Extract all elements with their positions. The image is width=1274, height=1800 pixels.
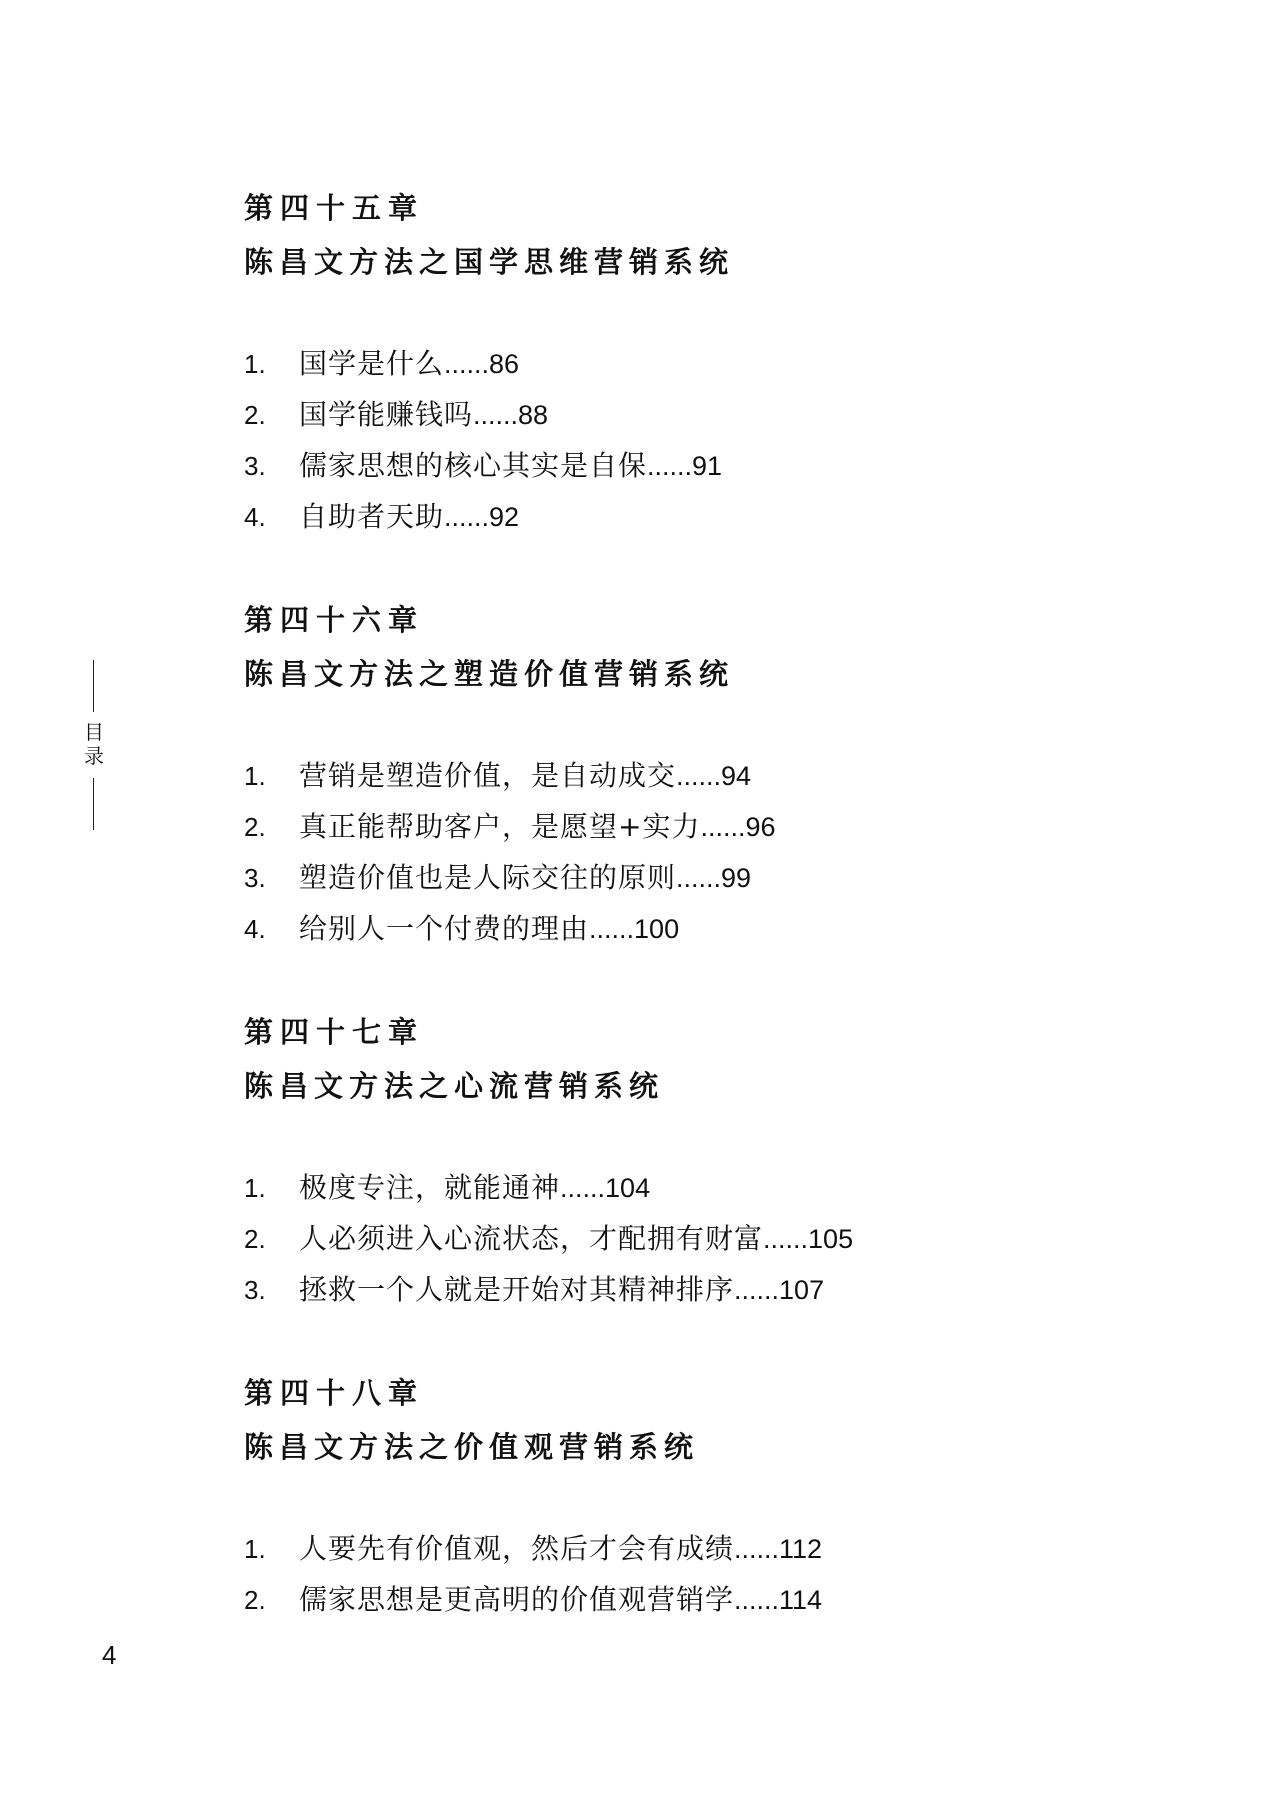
section-label: 目录 [84,720,104,768]
chapter-title: 陈昌文方法之塑造价值营销系统 [244,657,735,691]
entry-title: 营销是塑造价值，是自动成交 [299,759,677,792]
entry-page: 99 [721,863,752,893]
toc-list [244,342,1144,546]
toc-list [244,754,1144,958]
entry-title: 自助者天助 [299,500,445,533]
divider [93,660,94,712]
toc-list [244,1166,1144,1319]
entry-page: 104 [605,1173,651,1203]
chapter-title: 陈昌文方法之国学思维营销系统 [244,245,735,279]
entry-title: 儒家思想的核心其实是自保 [299,449,648,482]
toc-entry[interactable] [244,342,1144,393]
entry-leader: ...... [589,914,635,944]
entry-page: 86 [489,349,520,379]
entry-title: 人必须进入心流状态，才配拥有财富 [299,1222,764,1255]
chapter-number: 第四十六章 [244,603,425,637]
entry-number: 3. [244,863,266,893]
entry-leader: ...... [734,1585,780,1615]
chapter-section [244,1016,1144,1319]
entry-title: 塑造价值也是人际交往的原则 [299,861,677,894]
entry-number: 2. [244,400,266,430]
entry-number: 3. [244,451,266,481]
entry-title: 国学能赚钱吗 [299,398,474,431]
entry-number: 4. [244,502,266,532]
chapter-section [244,192,1144,546]
entry-title: 拯救一个人就是开始对其精神排序 [299,1273,735,1306]
entry-page: 112 [779,1534,823,1564]
toc-entry[interactable] [244,907,1144,958]
toc-entry[interactable] [244,1268,1144,1319]
toc-entry[interactable] [244,1166,1144,1217]
entry-number: 3. [244,1275,266,1305]
entry-page: 105 [808,1224,854,1254]
chapter-section [244,604,1144,958]
entry-number: 4. [244,914,266,944]
entry-page: 91 [692,451,723,481]
toc-entry[interactable] [244,1578,1144,1629]
entry-leader: ...... [444,502,490,532]
toc-entry[interactable] [244,495,1144,546]
entry-page: 92 [489,502,520,532]
margin-section-label [84,660,104,830]
toc-entry[interactable] [244,1217,1144,1268]
entry-page: 94 [721,761,752,791]
entry-page: 96 [745,812,776,842]
chapter-section [244,1377,1144,1629]
entry-title: 儒家思想是更高明的价值观营销学 [299,1583,735,1616]
entry-number: 2. [244,1224,266,1254]
entry-leader: ...... [676,761,722,791]
entry-number: 1. [244,1173,266,1203]
entry-leader: ...... [676,863,722,893]
entry-leader: ...... [763,1224,809,1254]
chapter-title: 陈昌文方法之价值观营销系统 [244,1430,700,1464]
entry-leader: ...... [647,451,693,481]
entry-title: 极度专注，就能通神 [299,1171,561,1204]
page-number: 4 [102,1640,117,1670]
entry-number: 1. [244,761,266,791]
entry-page: 107 [779,1275,825,1305]
divider [93,778,94,830]
entry-title: 国学是什么 [299,347,445,380]
entry-number: 1. [244,1534,266,1564]
entry-number: 1. [244,349,266,379]
toc-entry[interactable] [244,805,1144,856]
entry-page: 100 [634,914,680,944]
chapter-number: 第四十五章 [244,191,425,225]
entry-leader: ...... [734,1275,780,1305]
chapter-number: 第四十七章 [244,1015,425,1049]
toc-list [244,1527,1144,1629]
entry-leader: ...... [444,349,490,379]
entry-title: 真正能帮助客户，是愿望+实力 [299,810,701,843]
entry-number: 2. [244,1585,266,1615]
chapter-number: 第四十八章 [244,1376,425,1410]
toc-entry[interactable] [244,444,1144,495]
entry-page: 88 [518,400,549,430]
entry-title: 人要先有价值观，然后才会有成绩 [299,1532,735,1565]
entry-leader: ...... [560,1173,606,1203]
entry-leader: ...... [473,400,519,430]
entry-leader: ...... [700,812,746,842]
entry-title: 给别人一个付费的理由 [299,912,590,945]
toc-entry[interactable] [244,1527,1144,1578]
toc-entry[interactable] [244,856,1144,907]
entry-page: 114 [779,1585,823,1615]
entry-leader: ...... [734,1534,780,1564]
toc-entry[interactable] [244,393,1144,444]
chapter-title: 陈昌文方法之心流营销系统 [244,1069,665,1103]
entry-number: 2. [244,812,266,842]
toc-entry[interactable] [244,754,1144,805]
